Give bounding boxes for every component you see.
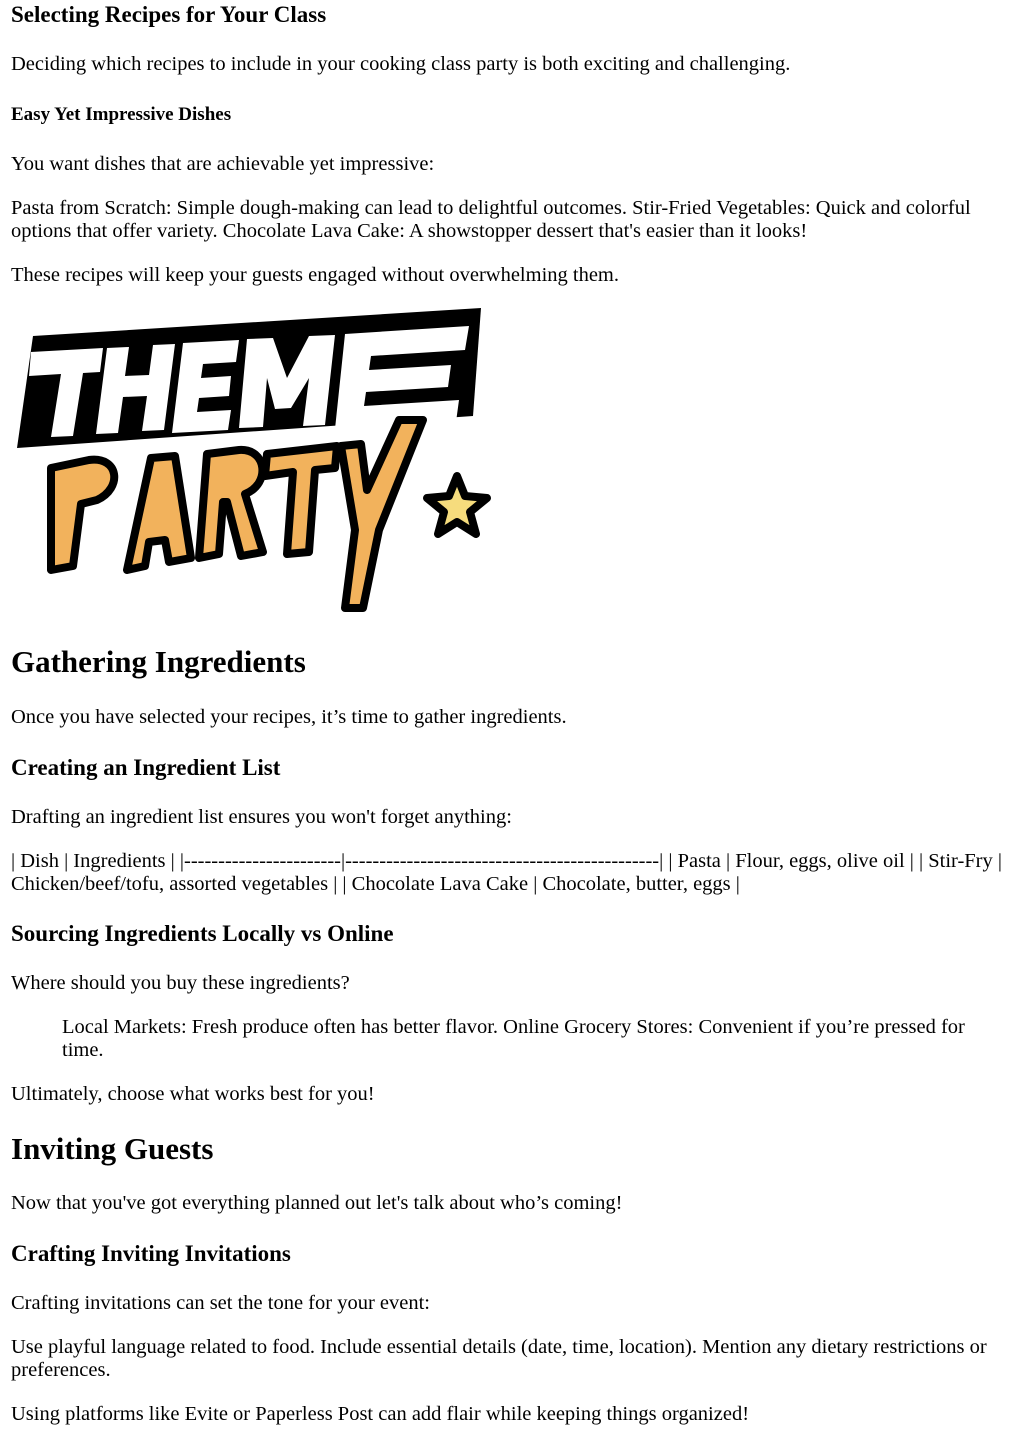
selecting-intro-paragraph: Deciding which recipes to include in your cooking class party is both exciting and challenging. xyxy=(11,53,791,75)
invitations-closing-text: Using platforms like Evite or Paperless Post can add flair while keeping things organized! xyxy=(11,1403,750,1425)
star-icon xyxy=(427,476,487,534)
section-heading-selecting-recipes: Selecting Recipes for Your Class xyxy=(11,2,327,27)
inviting-intro-paragraph: Now that you've got everything planned out let's talk about who’s coming! xyxy=(11,1192,623,1214)
invitations-lead: Crafting invitations can set the tone for your event: xyxy=(11,1292,430,1314)
section-heading-inviting-guests: Inviting Guests xyxy=(11,1131,214,1166)
section-heading-gathering-ingredients: Gathering Ingredients xyxy=(11,644,306,679)
ingredient-table-text: | Dish | Ingredients | |-----------------------|----------------------------------------------| | Pasta | Flour, eggs, olive oil | | Stir-Fry | Chicken/beef/tofu, assorted vegetables | | Chocolate Lava Cake | Chocolate, butter, eggs | xyxy=(11,850,1002,895)
dish-list-text: Pasta from Scratch: Simple dough-making can lead to delightful outcomes. Stir-Fried Vegetables: Quick and colorful options that offer variety. Chocolate Lava Cake: A showstopper dessert that's easier than it looks! xyxy=(11,197,971,242)
subheading-sourcing-ingredients: Sourcing Ingredients Locally vs Online xyxy=(11,921,394,946)
gathering-intro-paragraph: Once you have selected your recipes, it’s time to gather ingredients. xyxy=(11,706,567,728)
sourcing-closing-text: Ultimately, choose what works best for you! xyxy=(11,1083,375,1105)
theme-party-logo xyxy=(11,308,496,623)
sourcing-lead: Where should you buy these ingredients? xyxy=(11,972,350,994)
recipes-closing-text: These recipes will keep your guests engaged without overwhelming them. xyxy=(11,264,620,286)
subheading-crafting-invitations: Crafting Inviting Invitations xyxy=(11,1241,291,1266)
logo-party-word xyxy=(51,420,423,608)
easy-dishes-lead: You want dishes that are achievable yet impressive: xyxy=(11,153,435,175)
ingredient-list-lead: Drafting an ingredient list ensures you won't forget anything: xyxy=(11,806,512,828)
invitation-tips-text: Use playful language related to food. Include essential details (date, time, location). Mention any dietary restrictions or preferences. xyxy=(11,1336,987,1381)
subheading-ingredient-list: Creating an Ingredient List xyxy=(11,755,281,780)
sourcing-blockquote: Local Markets: Fresh produce often has better flavor. Online Grocery Stores: Convenient if you’re pressed for time. xyxy=(62,1016,965,1061)
subheading-easy-dishes: Easy Yet Impressive Dishes xyxy=(11,104,232,125)
